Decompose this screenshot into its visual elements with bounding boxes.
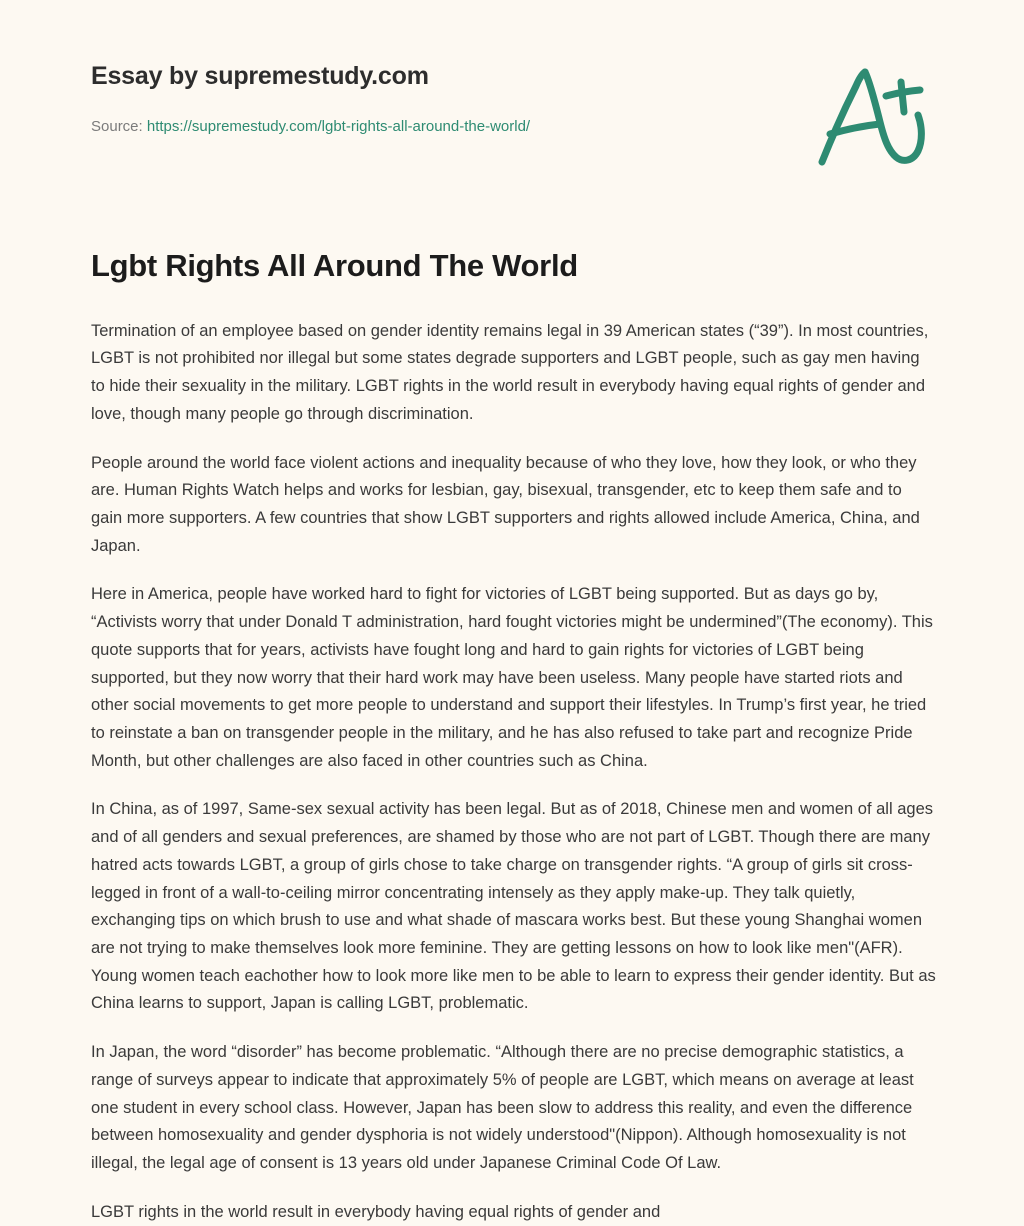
source-url-link[interactable]: https://supremestudy.com/lgbt-rights-all-around-the-world/ bbox=[146, 118, 531, 135]
a-plus-logo bbox=[806, 58, 936, 178]
paragraph: Here in America, people have worked hard to fight for victories of LGBT being supported. But as days go by, “Activists worry that under Donald T administration, hard fought victories might be undermined”(The economy). This quote supports that for years, activists have fought long and hard to gain rights for victories of LGBT being supported, but they now worry that their hard work may have been useless. Many people have started riots and other social movements to get more people to understand and support their lifestyles. In Trump’s first year, he tried to reinstate a ban on transgender people in the military, and he has also refused to take part and recognize Pride Month, but other challenges are also faced in other countries such as China. bbox=[91, 585, 933, 770]
page-title: Lgbt Rights All Around The World bbox=[91, 248, 578, 283]
source-label: Source: bbox=[91, 118, 143, 135]
paragraph: LGBT rights in the world result in everybody having equal rights of gender and bbox=[91, 1202, 661, 1221]
page-header bbox=[0, 0, 1024, 200]
paragraph: In Japan, the word “disorder” has become problematic. “Although there are no precise demographic statistics, a range of surveys appear to indicate that approximately 5% of people are LGBT, which means on average at least one student in every school class. However, Japan has been slow to address this reality, and even the difference between homosexuality and gender dysphoria is not widely understood"(Nippon). Although homosexuality is not illegal, the legal age of consent is 13 years old under Japanese Criminal Code Of Law. bbox=[91, 1043, 914, 1173]
a-plus-logo-icon bbox=[806, 58, 936, 178]
article bbox=[91, 248, 937, 1226]
paragraph: Termination of an employee based on gender identity remains legal in 39 American states (“39”). In most countries, LGBT is not prohibited nor illegal but some states degrade supporters and LGBT people, such as gay men having to hide their sexuality in the military. LGBT rights in the world result in everybody having equal rights of gender and love, though many people go through discrimination. bbox=[91, 321, 929, 423]
paragraph: In China, as of 1997, Same-sex sexual activity has been legal. But as of 2018, Chinese men and women of all ages and of all genders and sexual preferences, are shamed by those who are not part of LGBT. Though there are many hatred acts towards LGBT, a group of girls chose to take charge on transgender rights. “A group of girls sit cross-legged in front of a wall-to-ceiling mirror concentrating intensely as they apply make-up. They talk quietly, exchanging tips on which brush to use and what shade of mascara works best. But these young Shanghai women are not trying to make themselves look more feminine. They are getting lessons on how to look like men"(AFR). Young women teach eachother how to look more like men to be able to learn to express their gender identity. But as China learns to support, Japan is calling LGBT, problematic. bbox=[91, 800, 936, 1013]
article-body bbox=[91, 318, 937, 1226]
byline: Essay by supremestudy.com bbox=[91, 62, 429, 90]
source-line bbox=[91, 118, 530, 135]
paragraph: People around the world face violent actions and inequality because of who they love, how they look, or who they are. Human Rights Watch helps and works for lesbian, gay, bisexual, transgender, etc to keep them safe and to gain more supporters. A few countries that show LGBT supporters and rights allowed include America, China, and Japan. bbox=[91, 453, 920, 555]
